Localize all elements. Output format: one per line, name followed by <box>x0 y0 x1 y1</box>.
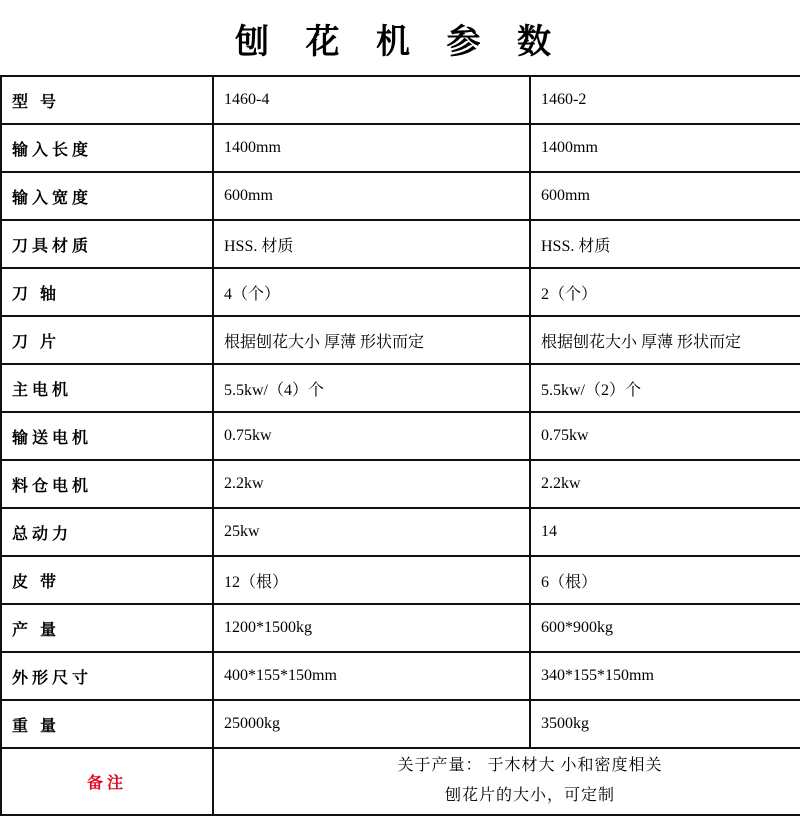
row-label: 料仓电机 <box>1 460 213 508</box>
row-value-col2: 340*155*150mm <box>530 652 800 700</box>
row-value-col2: 600*900kg <box>530 604 800 652</box>
row-label: 主电机 <box>1 364 213 412</box>
row-label: 外形尺寸 <box>1 652 213 700</box>
row-value-col1: 1400mm <box>213 124 530 172</box>
spec-table <box>0 75 800 816</box>
row-label: 总动力 <box>1 508 213 556</box>
table-row <box>1 412 800 460</box>
row-label: 产 量 <box>1 604 213 652</box>
row-label: 输送电机 <box>1 412 213 460</box>
row-value-col1: 2.2kw <box>213 460 530 508</box>
row-label: 输入宽度 <box>1 172 213 220</box>
row-value-col2: 600mm <box>530 172 800 220</box>
row-value-col2: 1460-2 <box>530 76 800 124</box>
table-row <box>1 172 800 220</box>
row-value-col1: 400*155*150mm <box>213 652 530 700</box>
table-row <box>1 556 800 604</box>
row-value-col1: 根据刨花大小 厚薄 形状而定 <box>213 316 530 364</box>
row-label: 皮 带 <box>1 556 213 604</box>
row-value-col2: 14 <box>530 508 800 556</box>
note-line-2: 刨花片的大小，可定制 <box>444 787 615 805</box>
table-row <box>1 364 800 412</box>
row-value-col2: HSS. 材质 <box>530 220 800 268</box>
row-value-col1: 25000kg <box>213 700 530 748</box>
row-value-col2: 3500kg <box>530 700 800 748</box>
row-value-col1: 1460-4 <box>213 76 530 124</box>
row-label: 型 号 <box>1 76 213 124</box>
row-value-col1: 1200*1500kg <box>213 604 530 652</box>
note-body <box>213 748 800 815</box>
spec-table-body <box>1 76 800 815</box>
table-row <box>1 604 800 652</box>
row-value-col2: 5.5kw/（2）个 <box>530 364 800 412</box>
row-value-col2: 6（根） <box>530 556 800 604</box>
row-value-col1: 0.75kw <box>213 412 530 460</box>
table-row <box>1 220 800 268</box>
row-value-col1: 25kw <box>213 508 530 556</box>
row-label: 重 量 <box>1 700 213 748</box>
row-label: 刀 轴 <box>1 268 213 316</box>
table-row <box>1 316 800 364</box>
table-row <box>1 700 800 748</box>
row-value-col2: 0.75kw <box>530 412 800 460</box>
note-label: 备注 <box>1 748 213 815</box>
row-value-col2: 2.2kw <box>530 460 800 508</box>
table-row <box>1 124 800 172</box>
row-label: 刀 片 <box>1 316 213 364</box>
row-value-col2: 1400mm <box>530 124 800 172</box>
row-value-col1: 4（个） <box>213 268 530 316</box>
row-label: 输入长度 <box>1 124 213 172</box>
note-line-1: 关于产量： 于木材大 小和密度相关 <box>397 757 663 774</box>
row-value-col1: 5.5kw/（4）个 <box>213 364 530 412</box>
table-row <box>1 652 800 700</box>
row-value-col2: 根据刨花大小 厚薄 形状而定 <box>530 316 800 364</box>
table-row <box>1 268 800 316</box>
table-row-note <box>1 748 800 815</box>
page-title: 刨 花 机 参 数 <box>235 24 565 61</box>
row-value-col1: 600mm <box>213 172 530 220</box>
table-row <box>1 460 800 508</box>
row-value-col1: 12（根） <box>213 556 530 604</box>
table-row <box>1 76 800 124</box>
row-value-col1: HSS. 材质 <box>213 220 530 268</box>
table-row <box>1 508 800 556</box>
row-label: 刀具材质 <box>1 220 213 268</box>
row-value-col2: 2（个） <box>530 268 800 316</box>
